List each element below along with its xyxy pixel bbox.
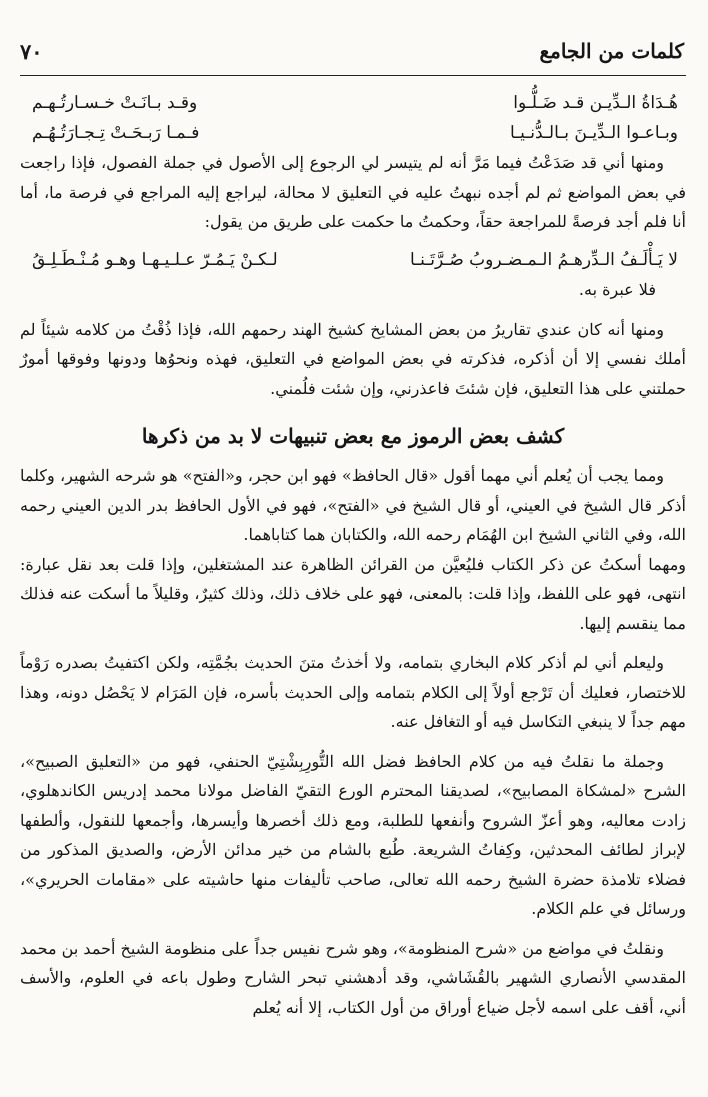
paragraph: ونقلتُ في مواضع من «شرح المنظومة»، وهو شرح نفيس جداً على منظومة الشيخ أحمد بن محمد المقدسي الأنصاري الشهير بالقُشَاشي، وقد أدهشني تبحر الشارح وطول باعه في العلوم، والأسف أني، أقف على اسمه لأجل ضياع أوراق من أول الكتاب، إلا أنه يُعلم [20, 938, 686, 1017]
verse-hemistich-second: وقـد بـانَـتْ خـسـارتُـهـم [32, 93, 198, 113]
verse-hemistich-second: لـكـنْ يَـمُـرّ عـلـيـهـا وهـو مُـنْـطَـلِـقُ [32, 249, 278, 270]
verse-line [20, 88, 686, 118]
verse-line [20, 245, 686, 275]
verse-hemistich-first: وبـاعـوا الـدِّيـنَ بـالـدُّنـيـا [510, 123, 678, 143]
paragraph: ومنها أني قد صَدَعْتُ فيما مَرَّ أنه لم يتيسر لي الرجوع إلى الأصول في جملة الفصول، فإذا راجعت في بعض المواضع ثم لم أجده نبهتُ عليه في التعليق لا محالة، ليراجع إليه المراجع في فرصة ما، أما أنا فلم أجد فرصةً للمراجعة حقاً، وحكمتُ ما حكمت على طريق من يقول: [20, 153, 686, 231]
verse-hemistich-second: فـمـا رَبـحَـتْ تِـجـارَتُـهُـم [32, 123, 200, 143]
header-rule [20, 75, 686, 76]
running-title: كلمات من الجامع [539, 39, 684, 63]
paragraph: وليعلم أني لم أذكر كلام البخاري بتمامه، ولا أخذتُ متنَ الحديث بجُمَّتِه، ولكن اكتفيتُ بصدره رَوْماً للاختصار، فعليك أن تَرْجع أولاً إلى الكلام بتمامه وإلى الحديث بأسره، فإن المَرَام لا يَحْصُل دونه، وهذا مهم جداً لا ينبغي التكاسل فيه أو التغافل عنه. [20, 653, 686, 731]
verse-hemistich-first: لا يَـأْلَـفُ الـدِّرهـمُ الـمـضـروبُ صُـرَّتَـنـا [409, 249, 678, 270]
verse-hemistich-first: هُـدَاةُ الـدِّيـن قـد ضَـلُّـوا [513, 93, 678, 113]
page-header [20, 34, 684, 68]
paragraph: ومما يجب أن يُعلم أني مهما أقول «قال الحافظ» فهو ابن حجر، و«الفتح» هو شرحه الشهير، وكلما أذكر قال الشيخ في العيني، أو قال الشيخ في «الفتح»، فهو في الأول الحافظ بدر الدين العيني رحمه الله، وفي الثاني الشيخ ابن الهُمَام رحمه الله، والكتابان هما كتاباهما. [20, 466, 686, 544]
verse-line [20, 118, 686, 148]
page-body [20, 88, 686, 1022]
paragraph: وجملة ما نقلتُ فيه من كلام الحافظ فضل الله التُّورِبِشْتِيّ الحنفي، فهو من «التعليق الصبيح»، الشرح «لمشكاة المصابيح»، لصديقنا المحترم الورع التقيّ الفاضل مولانا محمد إدريس الكاندهلوي، زادت معاليه، وهو أعزّ الشروح وأنفعها للطلبة، ومع ذلك أخصرها وأيسرها، وأجمعها للنقول، وألطفها لإبراز لطائف المحدثين، وكِفاتُ الشريعة. طُبع بالشام من خير مدائن الأرض، والصديق المذكور من فضلاء تلامذة حضرة الشيخ رحمه الله تعالى، صاحب تأليفات منها حاشيته على «مقامات الحريري»، ورسائل في علم الكلام. [20, 751, 687, 918]
paragraph: ومهما أسكتُ عن ذكر الكتاب فليُعيَّن من القرائن الظاهرة عند المشتغلين، وإذا قلت بعد نقل عبارة: انتهى، فهو على اللفظ، وإذا قلت: بالمعنى، فهو على خلاف ذلك، وذلك كثيرٌ، وقليلاً ما أسكت عنه فذلك مما ينقسم إليها. [20, 554, 686, 633]
page-number: ٧٠ [20, 38, 43, 64]
section-heading: كشف بعض الرموز مع بعض تنبيهات لا بد من ذكرها [141, 424, 565, 448]
verse-comment: فلا عبرة به. [578, 279, 656, 299]
paragraph: ومنها أنه كان عندي تقاريرُ من بعض المشايخ كشيخ الهند رحمهم الله، فإذا ذُقْتُ من كلامه شيئاً لم أملك نفسي إلا أن أذكره، فذكرته في بعض المواضع في التعليق، فهذه ونحوُها ودونها وفوقها أمورٌ حملتني على هذا التعليق، فإن شئتَ فاعذرني، وإن شئت فلُمني. [20, 319, 687, 398]
